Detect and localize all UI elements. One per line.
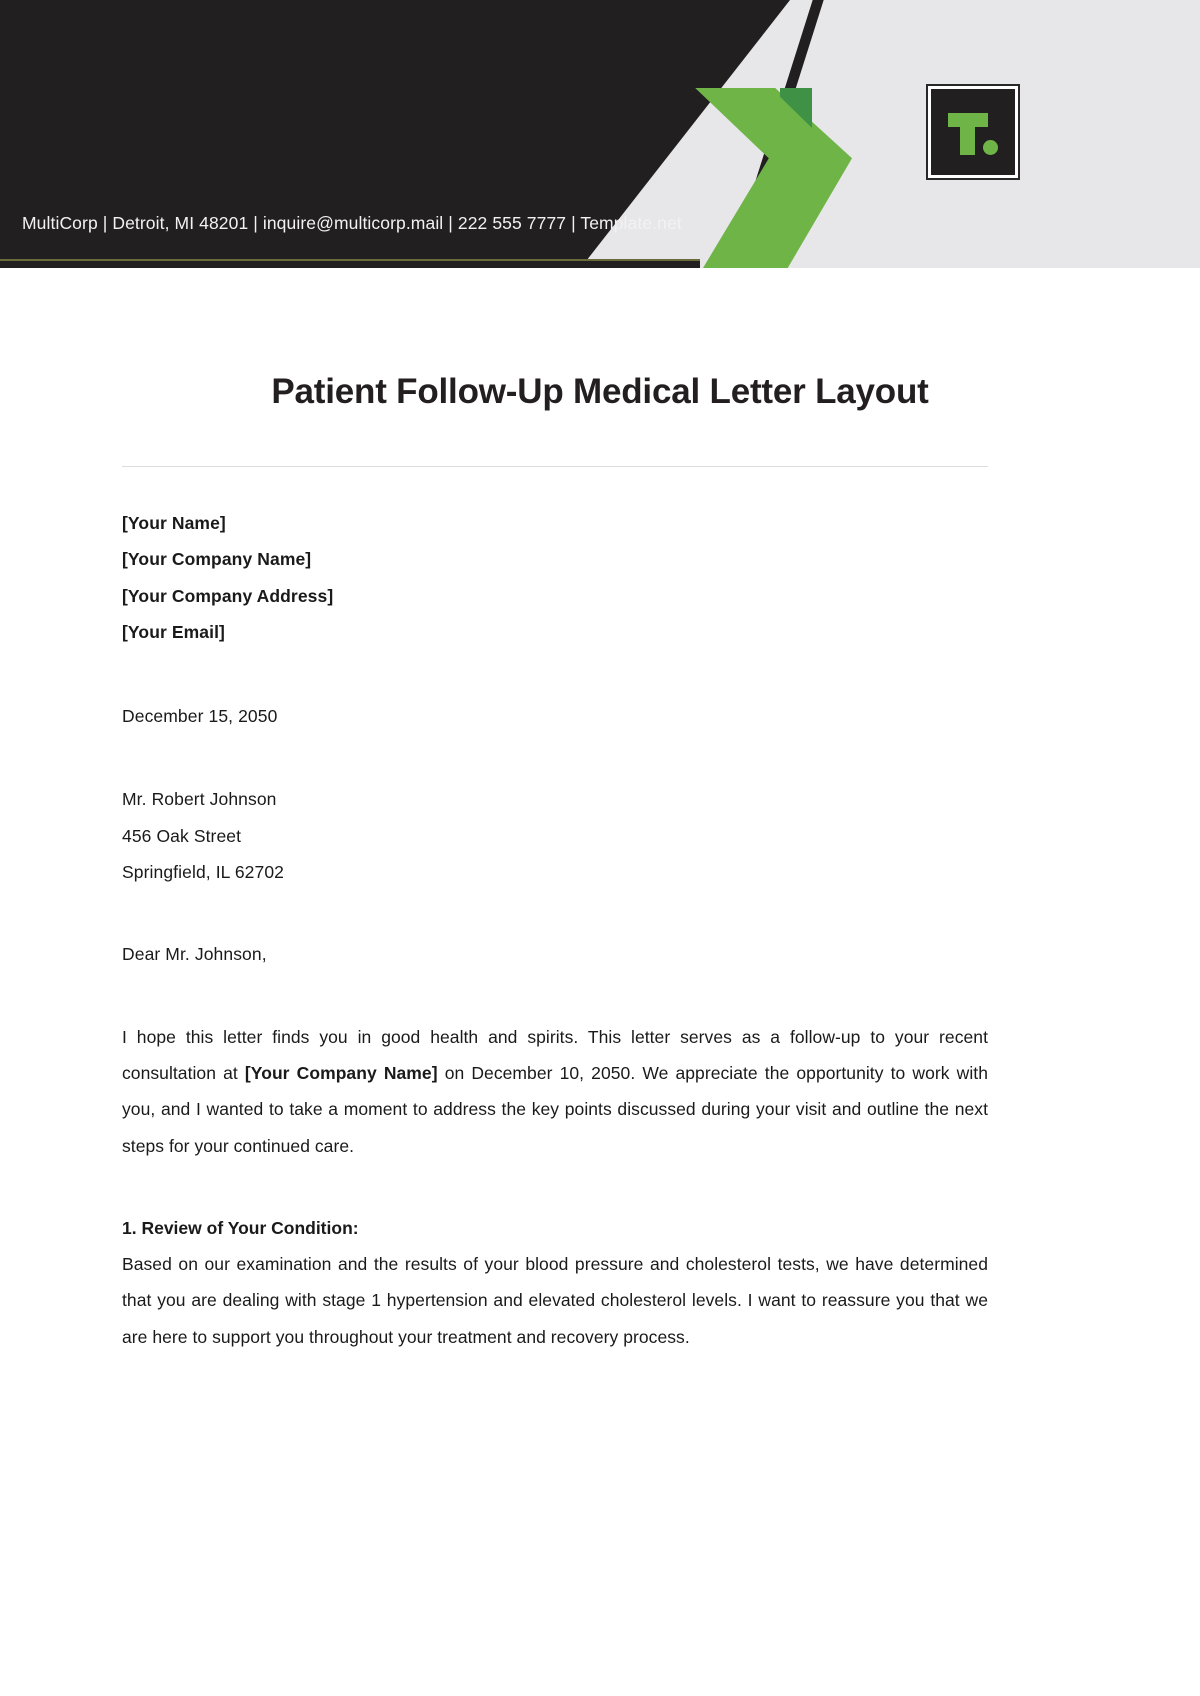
- spacer-after-recipient: [122, 890, 988, 936]
- sender-block: [122, 505, 988, 650]
- company-contact-line: MultiCorp | Detroit, MI 48201 | inquire@multicorp.mail | 222 555 7777 | Template.net: [22, 213, 682, 233]
- spacer-after-date: [122, 734, 988, 781]
- page-title: Patient Follow-Up Medical Letter Layout: [271, 372, 929, 411]
- letter-body: [122, 505, 988, 1355]
- sender-email: [Your Email]: [122, 621, 225, 642]
- spacer-after-sender: [122, 650, 988, 698]
- recipient-block: [122, 781, 988, 890]
- section-1-heading: 1. Review of Your Condition:: [122, 1217, 359, 1238]
- spacer-after-intro: [122, 1164, 988, 1210]
- intro-part-2: on December 10, 2050. We appreciate the opportunity to work with you, and I wanted to take a moment to address the key points discussed during your visit and outline the next steps for your continued care.: [122, 1062, 989, 1156]
- intro-paragraph: [122, 1019, 988, 1164]
- header-bottom-bar: [0, 261, 700, 268]
- logo-t-dot-icon: [946, 107, 1000, 157]
- sender-address: [Your Company Address]: [122, 585, 334, 606]
- intro-company-placeholder: [Your Company Name]: [244, 1062, 438, 1083]
- green-chevron-icon: [692, 88, 852, 268]
- section-1-body: Based on our examination and the results of your blood pressure and cholesterol tests, we have determined that you are dealing with stage 1 hypertension and elevated cholesterol levels. I want to reassure you that we are here to support you throughout your treatment and recovery process.: [122, 1254, 988, 1347]
- intro-part-1: I hope this letter finds you in good health and spirits. This letter serves as a follow-up to your recent consultation at: [122, 1026, 988, 1083]
- sender-name: [Your Name]: [122, 513, 226, 533]
- recipient-city-state-zip: Springfield, IL 62702: [122, 862, 284, 883]
- recipient-name: Mr. Robert Johnson: [122, 789, 277, 810]
- letter-date: December 15, 2050: [122, 706, 278, 727]
- logo-period-dot: [983, 140, 998, 155]
- title-divider: [122, 466, 988, 467]
- recipient-street: 456 Oak Street: [122, 825, 242, 846]
- salutation: Dear Mr. Johnson,: [122, 944, 267, 965]
- spacer-after-salutation: [122, 973, 988, 1019]
- logo-t-stem: [960, 113, 975, 155]
- sender-company: [Your Company Name]: [122, 549, 312, 570]
- letterhead-header: [0, 0, 1200, 268]
- template-logo: [928, 86, 1018, 178]
